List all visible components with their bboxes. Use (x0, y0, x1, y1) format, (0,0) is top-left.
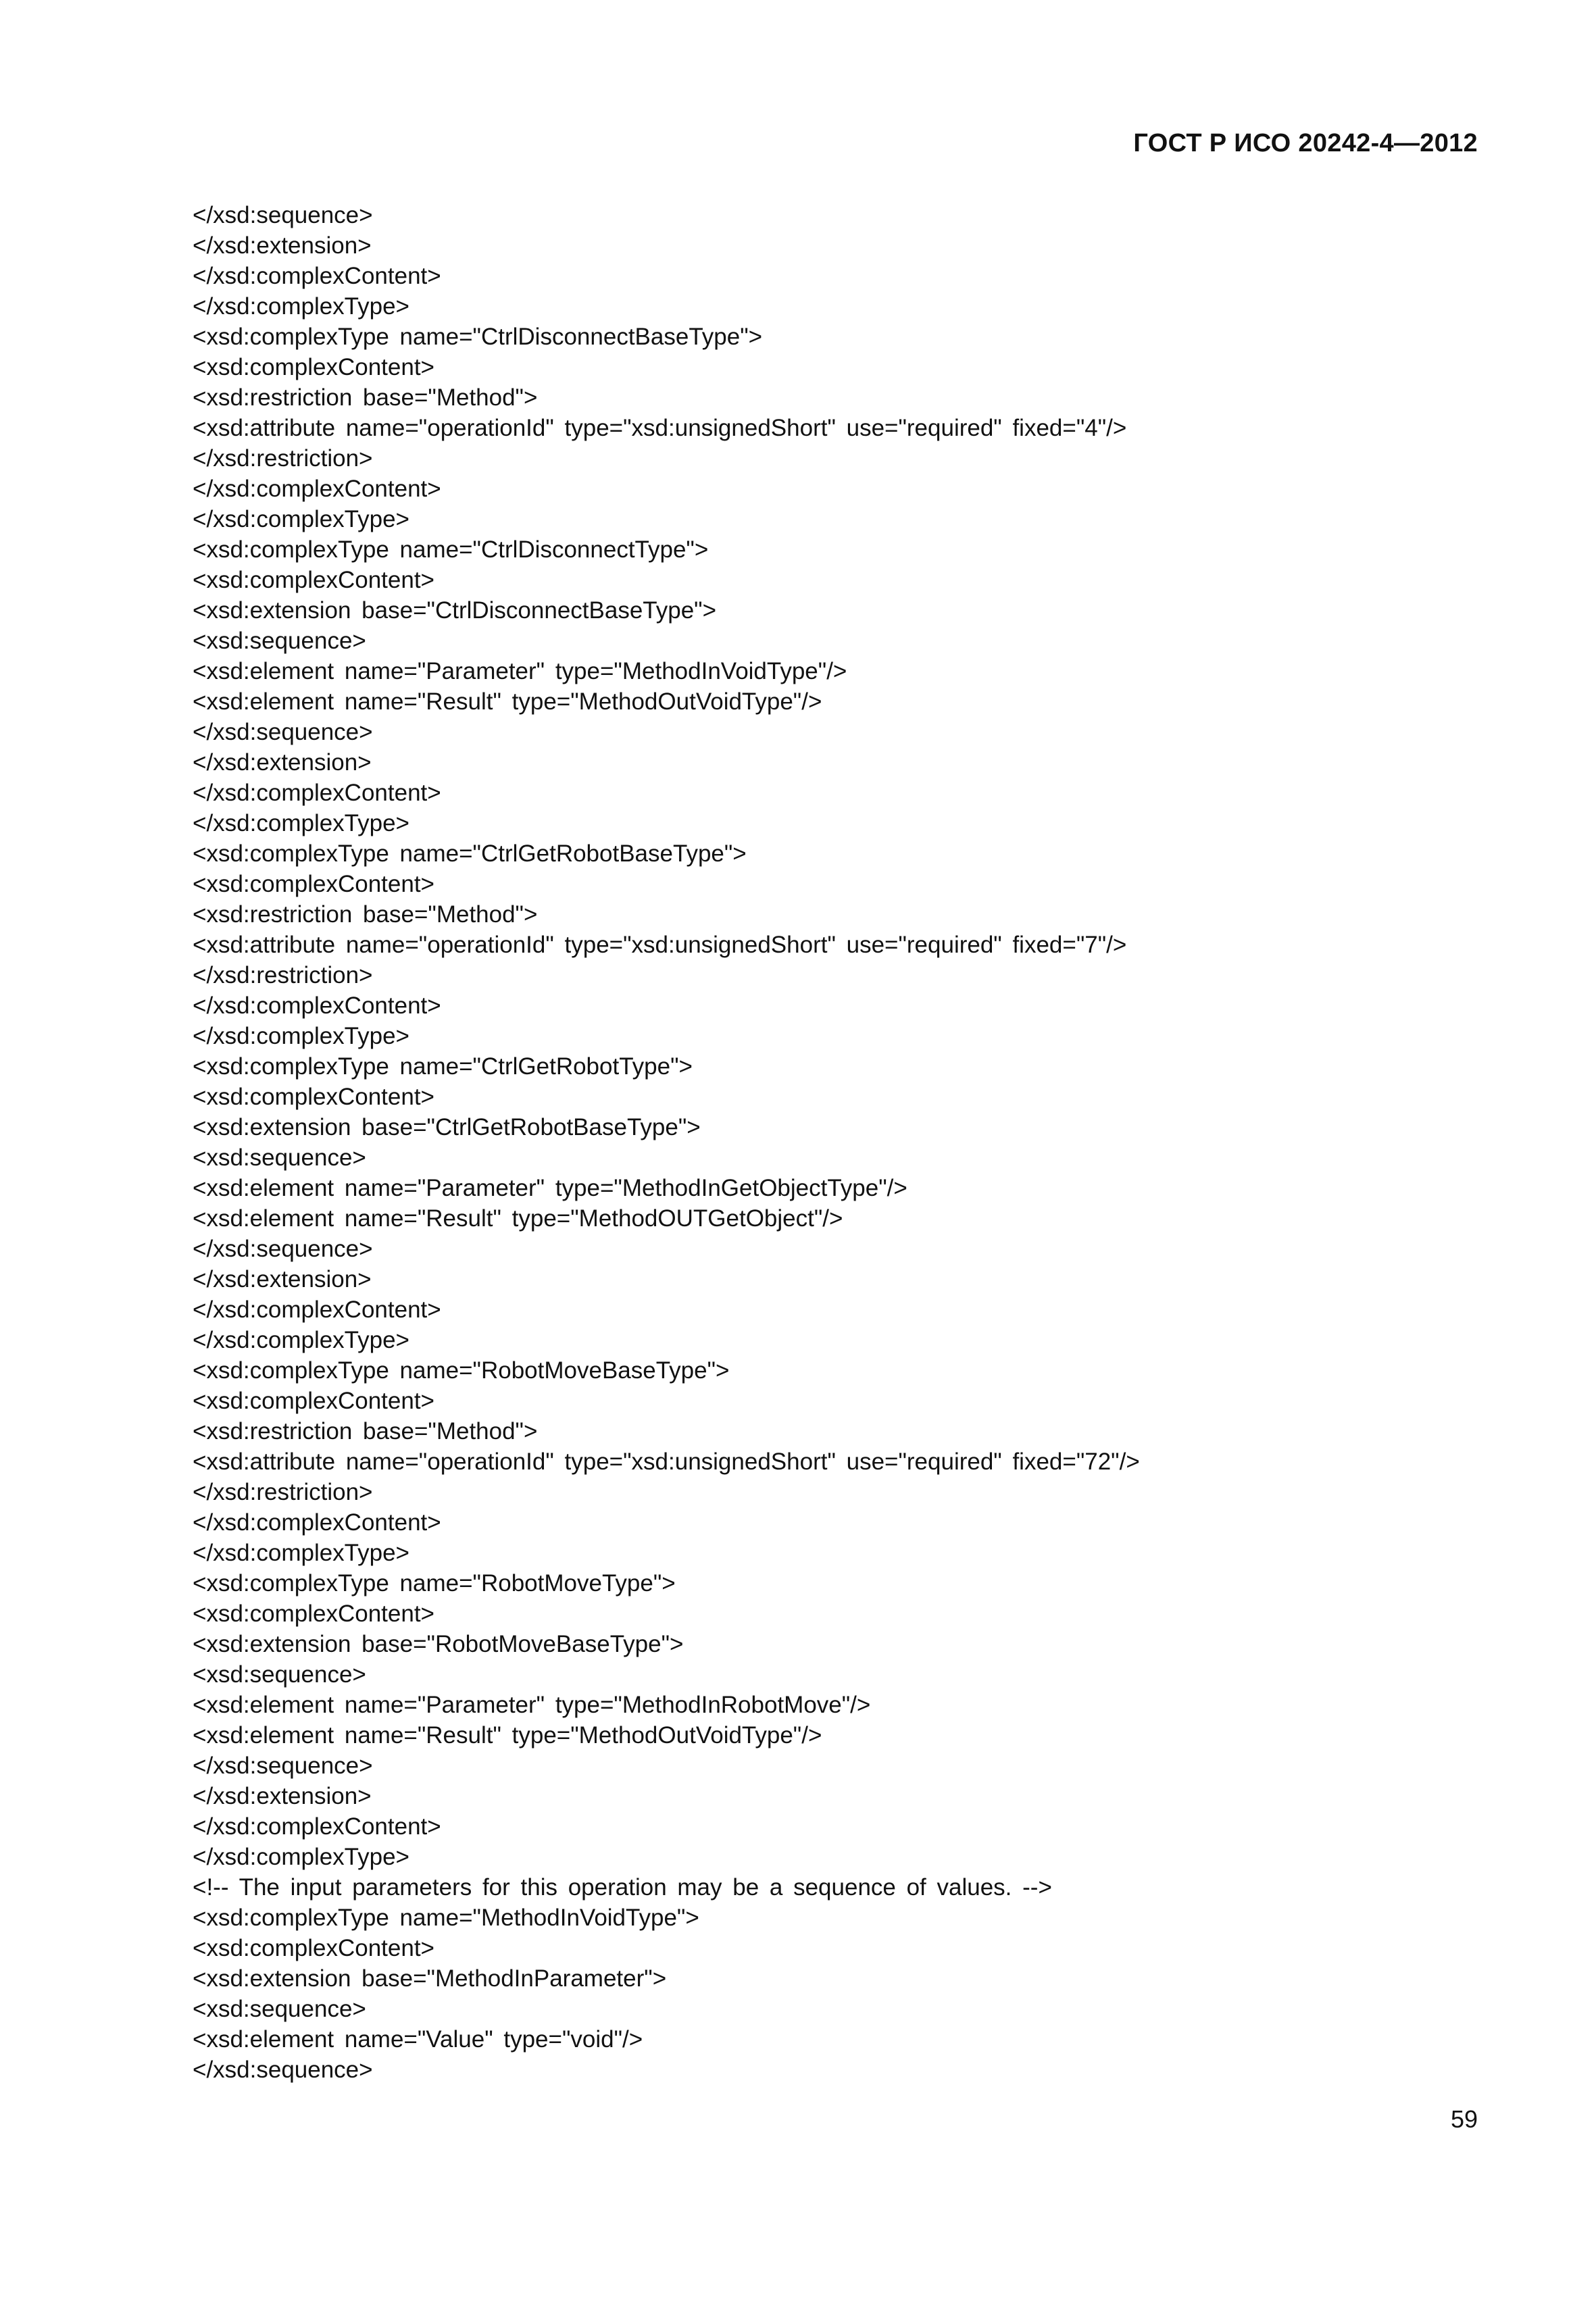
code-line: </xsd:extension> (193, 1266, 372, 1292)
code-line: <xsd:extension base="MethodInParameter"> (193, 1965, 667, 1992)
code-line: <xsd:extension base="RobotMoveBaseType"> (193, 1631, 684, 1657)
code-line: </xsd:restriction> (193, 962, 373, 988)
code-line: </xsd:complexContent> (193, 1509, 441, 1536)
code-line: </xsd:complexType> (193, 1023, 409, 1049)
code-line: <xsd:complexType name="MethodInVoidType"> (193, 1905, 699, 1931)
code-line: </xsd:complexContent> (193, 1813, 441, 1840)
code-line: <xsd:sequence> (193, 1145, 366, 1171)
code-line: </xsd:complexContent> (193, 1297, 441, 1323)
code-line: <xsd:element name="Result" type="MethodOutVoidType"/> (193, 688, 822, 715)
code-line: </xsd:complexType> (193, 506, 409, 532)
code-line: <xsd:attribute name="operationId" type="xsd:unsignedShort" use="required" fixed="4"/> (193, 415, 1127, 441)
code-line: </xsd:complexContent> (193, 780, 441, 806)
code-line: <xsd:complexContent> (193, 1935, 434, 1961)
code-line: <xsd:element name="Result" type="MethodOutVoidType"/> (193, 1722, 822, 1749)
code-line: <xsd:sequence> (193, 1996, 366, 2022)
code-line: </xsd:complexType> (193, 1327, 409, 1353)
code-line: <xsd:element name="Result" type="MethodOUTGetObject"/> (193, 1205, 843, 1232)
code-line: <xsd:restriction base="Method"> (193, 384, 538, 411)
document-header: ГОСТ Р ИСО 20242-4—2012 (1133, 129, 1478, 157)
code-line: </xsd:sequence> (193, 202, 373, 228)
code-line: <xsd:element name="Parameter" type="MethodInRobotMove"/> (193, 1692, 871, 1718)
code-line: <xsd:complexType name="RobotMoveType"> (193, 1570, 676, 1596)
code-line: </xsd:complexType> (193, 1540, 409, 1566)
code-line: <xsd:complexType name="CtrlDisconnectBaseType"> (193, 324, 763, 350)
code-line: </xsd:sequence> (193, 1236, 373, 1262)
code-line: <xsd:complexContent> (193, 1084, 434, 1110)
code-line: </xsd:extension> (193, 749, 372, 776)
code-line: <xsd:complexType name="CtrlGetRobotBaseType"> (193, 840, 747, 867)
code-line: </xsd:complexType> (193, 1844, 409, 1870)
code-line: </xsd:complexType> (193, 810, 409, 836)
code-line: <xsd:complexContent> (193, 1601, 434, 1627)
code-line: <!-- The input parameters for this operation may be a sequence of values. --> (193, 1874, 1052, 1901)
code-line: <xsd:complexType name="RobotMoveBaseType"> (193, 1357, 730, 1384)
page-number: 59 (1450, 2105, 1478, 2133)
code-line: </xsd:complexContent> (193, 476, 441, 502)
code-line: <xsd:restriction base="Method"> (193, 901, 538, 928)
code-line: </xsd:sequence> (193, 719, 373, 745)
code-line: <xsd:complexContent> (193, 871, 434, 897)
code-line: </xsd:complexType> (193, 293, 409, 320)
code-line: </xsd:extension> (193, 1783, 372, 1809)
code-line: <xsd:element name="Value" type="void"/> (193, 2026, 643, 2053)
code-line: </xsd:sequence> (193, 1753, 373, 1779)
code-line: </xsd:complexContent> (193, 263, 441, 289)
code-line: <xsd:complexContent> (193, 567, 434, 593)
code-line: </xsd:extension> (193, 232, 372, 259)
code-line: <xsd:complexContent> (193, 354, 434, 380)
code-line: <xsd:complexType name="CtrlDisconnectType"> (193, 536, 709, 563)
code-line: <xsd:extension base="CtrlGetRobotBaseType"> (193, 1114, 701, 1140)
code-line: <xsd:attribute name="operationId" type="xsd:unsignedShort" use="required" fixed="72"/> (193, 1449, 1140, 1475)
code-line: <xsd:element name="Parameter" type="MethodInGetObjectType"/> (193, 1175, 907, 1201)
code-line: </xsd:restriction> (193, 445, 373, 472)
code-line: <xsd:extension base="CtrlDisconnectBaseType"> (193, 597, 717, 624)
code-line: </xsd:complexContent> (193, 992, 441, 1019)
code-line: <xsd:element name="Parameter" type="MethodInVoidType"/> (193, 658, 847, 684)
code-line: <xsd:complexContent> (193, 1388, 434, 1414)
code-line: <xsd:sequence> (193, 628, 366, 654)
code-line: <xsd:restriction base="Method"> (193, 1418, 538, 1444)
code-line: </xsd:restriction> (193, 1479, 373, 1505)
xsd-code-listing (193, 200, 1476, 2085)
code-line: </xsd:sequence> (193, 2057, 373, 2083)
code-line: <xsd:sequence> (193, 1661, 366, 1688)
code-line: <xsd:attribute name="operationId" type="xsd:unsignedShort" use="required" fixed="7"/> (193, 932, 1127, 958)
code-line: <xsd:complexType name="CtrlGetRobotType"> (193, 1053, 693, 1080)
